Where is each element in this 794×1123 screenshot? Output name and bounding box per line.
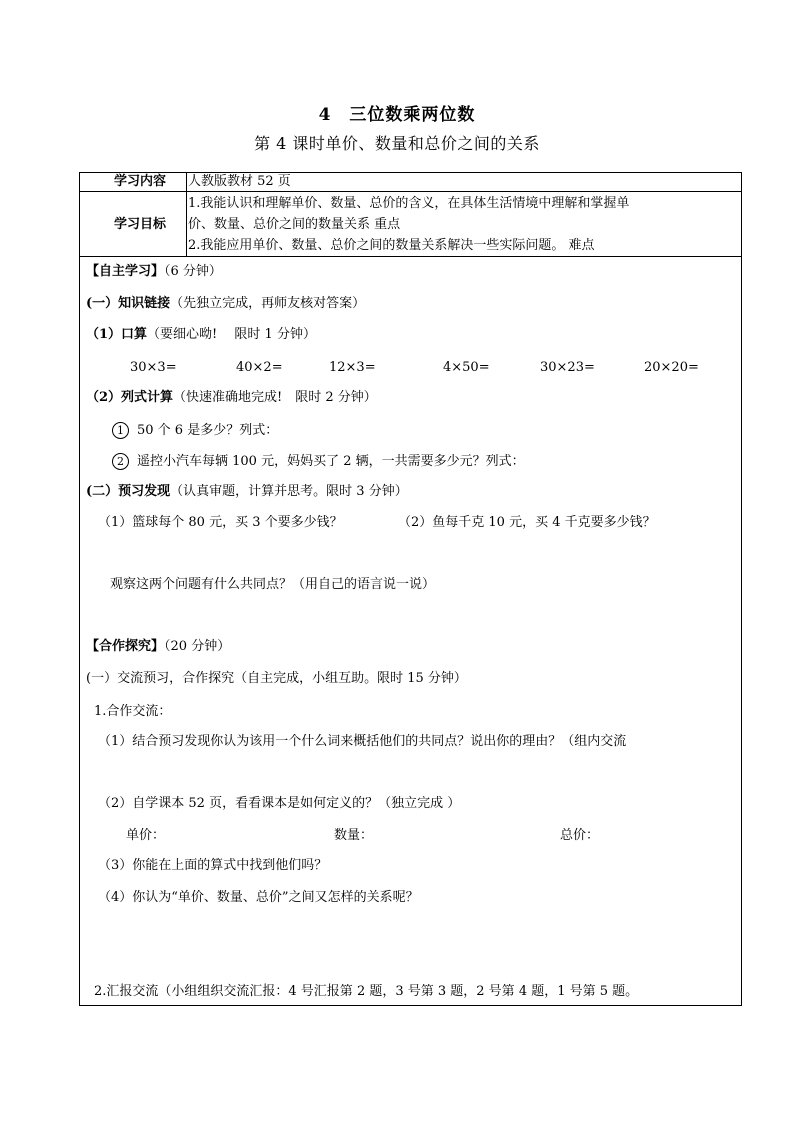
- coop-heading: [86, 638, 230, 656]
- calc-question-text: 50 个 6 是多少？列式：: [137, 423, 279, 438]
- written-calc: [86, 389, 377, 407]
- coop-section: (一）交流预习，合作探究（自主完成，小组互助。限时 15 分钟）: [86, 671, 467, 686]
- preview-discovery: [86, 483, 408, 501]
- self-study-time: （6 分钟）: [164, 264, 222, 279]
- preview-question: （2）鱼每千克 10 元，买 4 千克要多少钱？: [398, 515, 656, 530]
- coop-question: （3）你能在上面的算式中找到他们吗？: [98, 858, 328, 873]
- goal-line: 价、数量、总价之间的数量关系 重点: [188, 217, 401, 232]
- goal-line: 2.我能应用单价、数量、总价之间的数量关系解决一些实际问题。 难点: [188, 238, 595, 253]
- quantity-label: 数量：: [334, 828, 374, 843]
- coop-sub-heading: 1.合作交流：: [94, 704, 172, 719]
- observe-prompt: 观察这两个问题有什么共同点？（用自己的语言说一说）: [110, 577, 436, 592]
- oral-item: 4×50=: [443, 360, 490, 375]
- oral-calc-title: （1）口算: [86, 327, 148, 342]
- oral-item: 30×23=: [540, 360, 595, 375]
- report-instruction: 2.汇报交流（小组组织交流汇报：4 号汇报第 2 题，3 号第 3 题，2 号第 4 题，1 号第 5 题。: [94, 984, 639, 999]
- oral-calc: [86, 326, 316, 344]
- worksheet-table: [79, 172, 742, 1006]
- circled-number: 2: [112, 453, 129, 470]
- preview-question: （1）篮球每个 80 元，买 3 个要多少钱？: [98, 515, 343, 530]
- written-calc-note: （快速准确地完成! 限时 2 分钟）: [173, 390, 377, 405]
- content-label: 学习内容: [113, 174, 166, 189]
- coop-question: （2）自学课本 52 页，看看课本是如何定义的？（独立完成 ）: [98, 796, 461, 811]
- row-divider: [80, 191, 741, 192]
- self-study-heading: [86, 263, 222, 281]
- goal-label: 学习目标: [113, 217, 166, 232]
- column-divider: [186, 173, 187, 256]
- unit-price-label: 单价：: [126, 828, 166, 843]
- coop-title: 【合作探究】: [86, 639, 165, 654]
- oral-item: 40×2=: [236, 360, 283, 375]
- knowledge-link: [86, 295, 365, 313]
- lesson-subtitle: 第 4 课时单价、数量和总价之间的关系: [254, 134, 540, 153]
- circled-number: 1: [112, 422, 129, 439]
- preview-note: （认真审题，计算并思考。限时 3 分钟）: [170, 484, 408, 499]
- preview-title: (二）预习发现: [86, 484, 171, 499]
- goal-line: 1.我能认识和理解单价、数量、总价的含义，在具体生活情境中理解和掌握单: [188, 196, 630, 211]
- row-divider: [80, 256, 741, 257]
- knowledge-link-title: (一）知识链接: [86, 296, 171, 311]
- lesson-title: 4 三位数乘两位数: [318, 105, 476, 125]
- oral-item: 12×3=: [329, 360, 376, 375]
- oral-item: 20×20=: [644, 360, 699, 375]
- calc-question-1: [112, 422, 278, 440]
- calc-question-2: [112, 453, 525, 471]
- coop-question: （4）你认为“单价、数量、总价”之间又怎样的关系呢？: [98, 890, 419, 905]
- total-price-label: 总价：: [560, 828, 600, 843]
- content-value: 人教版教材 52 页: [188, 174, 291, 189]
- calc-question-text: 遥控小汽车每辆 100 元，妈妈买了 2 辆，一共需要多少元？列式：: [137, 454, 525, 469]
- oral-calc-note: （要细心呦! 限时 1 分钟）: [147, 327, 316, 342]
- written-calc-title: （2）列式计算: [86, 390, 174, 405]
- self-study-title: 【自主学习】: [86, 264, 165, 279]
- coop-time: （20 分钟）: [164, 639, 231, 654]
- coop-question: （1）结合预习发现你认为该用一个什么词来概括他们的共同点？说出你的理由？（组内交流: [98, 734, 627, 749]
- oral-item: 30×3=: [130, 360, 177, 375]
- knowledge-link-note: （先独立完成，再师友核对答案）: [170, 296, 366, 311]
